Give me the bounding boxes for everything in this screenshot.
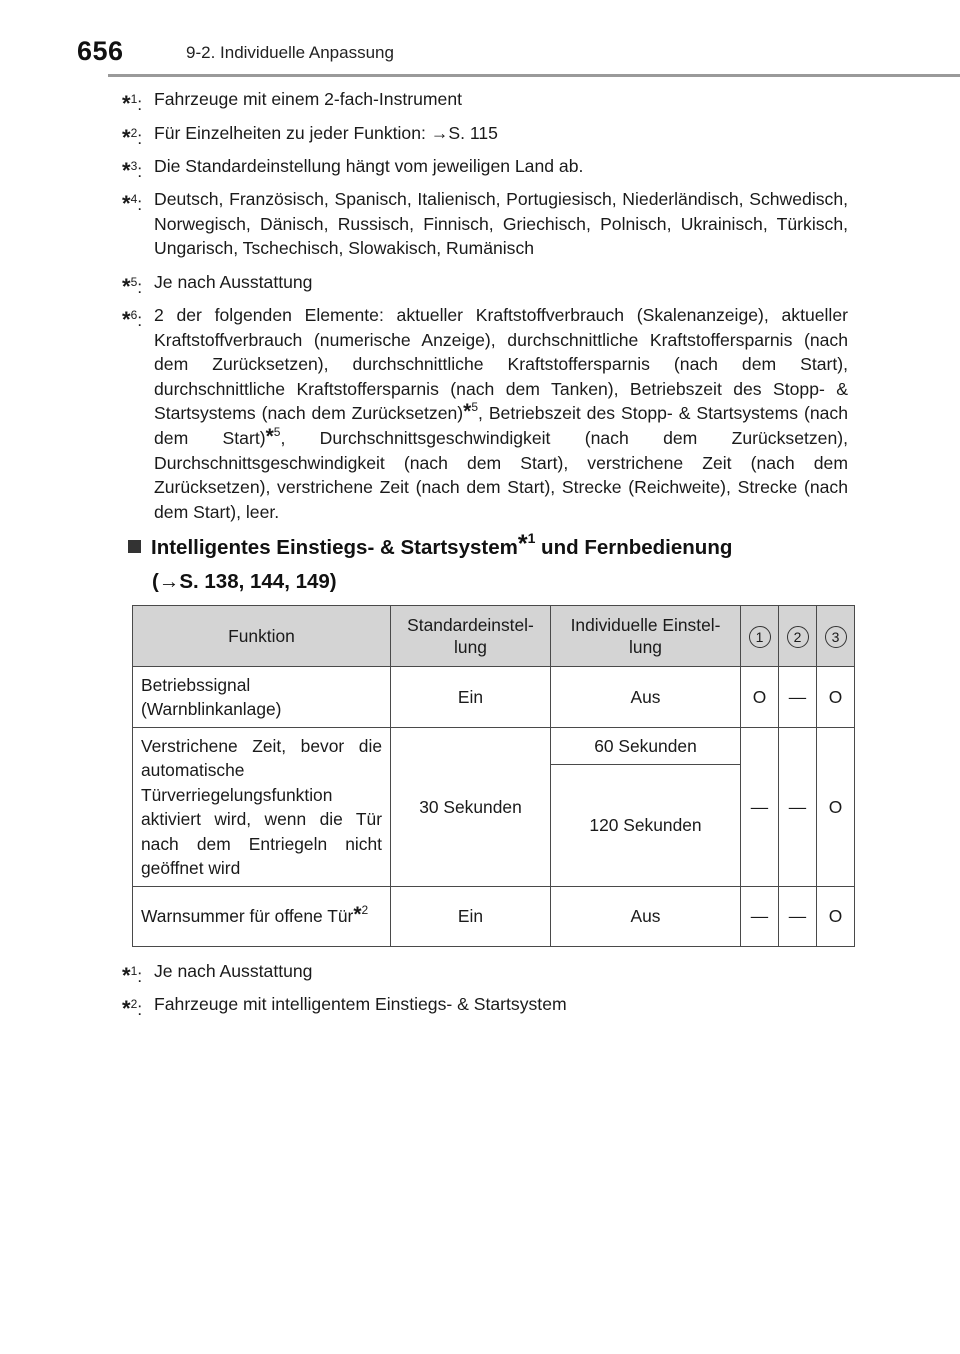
page-reference: (→S. 138, 144, 149) [152,570,337,593]
circled-number-3: 3 [825,626,847,648]
header-col-2 [779,606,817,667]
table-header-row [133,606,855,667]
cell-function: Warnsummer für offene Tür*$^2$ [133,887,391,947]
footnote-marker: *$^3$: [122,158,143,183]
footnote-1 [122,87,848,116]
cell-custom: Aus [551,667,741,728]
footnote-text: 2 der folgenden Elemente: aktueller Kraftstoffverbrauch (Skalenanzeige), aktueller Kraftstoffverbrauch (numerische Anzeige), durchschnittliche Kraftstoffersparnis (nach dem Zurücksetzen), durchschnittliche Kraftstoffersparnis (nach dem Start), durchschnittliche Kraftstoffersparnis (nach dem Tanken), Betriebszeit des Stopp- & Startsystems (nach dem Zurücksetzen)*$^5$, Betriebszeit des Stopp- & Startsystems (nach dem Start)*$^5$, Durchschnittsgeschwindigkeit (nach dem Zurücksetzen), Durchschnittsgeschwindigkeit (nach dem Start), verstrichene Zeit (nach dem Zurücksetzen), verstrichene Zeit (nach dem Start), Strecke (Reichweite), Strecke (nach dem Start), leer. [154,305,848,522]
page-number: 656 [77,36,124,66]
settings-table [132,605,855,947]
footnote-3 [122,154,848,183]
footnote-text: Die Standardeinstellung hängt vom jeweiligen Land ab. [154,156,584,176]
cell-col-3: O [817,667,855,728]
footnote-text: Fahrzeuge mit einem 2-fach-Instrument [154,89,463,109]
cell-col-2: — [779,667,817,728]
cell-col-2: — [779,887,817,947]
circled-number-2: 2 [787,626,809,648]
footnote-marker: *$^5$: [122,274,143,299]
table-row [133,728,855,765]
cell-col-1: O [741,667,779,728]
cell-col-3: O [817,887,855,947]
footnote-marker: *$^1$: [122,963,143,988]
square-bullet-icon [128,540,141,553]
footnote-marker: *$^1$: [122,91,143,116]
cell-default: Ein [391,667,551,728]
footnote-marker: *$^6$: [122,307,143,332]
footnote-text: Je nach Ausstattung [154,272,313,292]
header-col-3 [817,606,855,667]
table-row [133,887,855,947]
cell-col-1: — [741,728,779,887]
circled-number-1: 1 [749,626,771,648]
table-row [133,667,855,728]
header-rule [108,74,960,77]
footnote-text: Fahrzeuge mit intelligentem Einstiegs- & Startsystem [154,994,567,1014]
cell-default: Ein [391,887,551,947]
footnote-6 [122,303,848,524]
cell-function: Verstrichene Zeit, bevor die automatische Türverriegelungsfunktion aktiviert wird, wenn die Tür nach dem Entriegeln nicht geöffnet wird [133,728,391,887]
section-title: 9-2. Individuelle Anpassung [186,43,394,62]
cell-function: Betriebssignal (Warnblinkanlage) [133,667,391,728]
footnote-4 [122,187,848,261]
footnote-2 [122,121,848,150]
footnote-text: Für Einzelheiten zu jeder Funktion: →S. 115 [154,123,498,143]
footnote-marker: *$^2$: [122,996,143,1021]
cell-custom: Aus [551,887,741,947]
footnote-text: Je nach Ausstattung [154,961,313,981]
header-custom: Individuelle Einstel-lung [551,606,741,667]
footnote-text: Deutsch, Französisch, Spanisch, Italienisch, Portugiesisch, Niederländisch, Schwedisch, Norwegisch, Dänisch, Russisch, Finnisch, Griechisch, Polnisch, Ukrainisch, Türkisch, Ungarisch, Tschechisch, Slowakisch, Rumänisch [154,189,848,259]
footnote-5 [122,270,848,299]
footnote-marker: *$^2$: [122,125,143,150]
cell-col-1: — [741,887,779,947]
page-header [0,0,960,80]
table-footnote-1 [122,959,848,988]
footnote-marker: *$^4$: [122,191,143,216]
header-default: Standardeinstel-lung [391,606,551,667]
cell-custom-2: 120 Sekunden [551,765,741,887]
table-footnote-2 [122,992,848,1021]
header-function: Funktion [133,606,391,667]
cell-default: 30 Sekunden [391,728,551,887]
cell-col-2: — [779,728,817,887]
section-heading: Intelligentes Einstiegs- & Startsystem*$^1$ und Fernbedienung (→S. 138, 144, 149) [128,531,848,599]
cell-custom-1: 60 Sekunden [551,728,741,765]
header-col-1 [741,606,779,667]
cell-col-3: O [817,728,855,887]
